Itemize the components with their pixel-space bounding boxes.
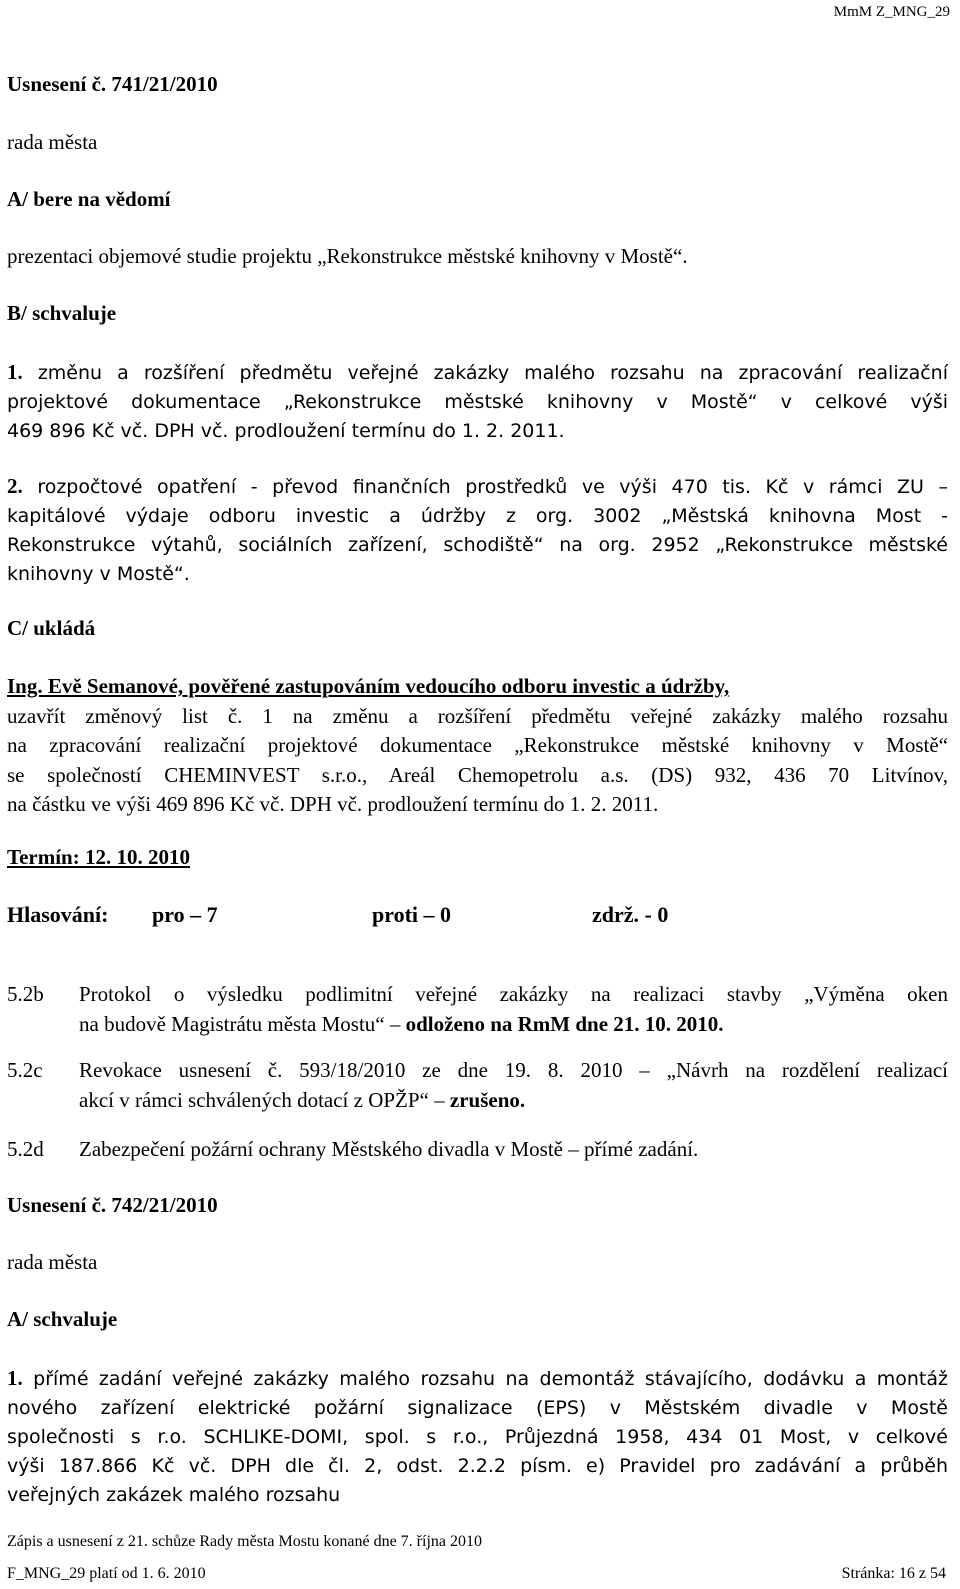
item-1-line xyxy=(7,358,948,388)
agenda-item xyxy=(79,980,948,1039)
agenda-item-status: zrušeno. xyxy=(449,1087,526,1112)
section-c-line: na částku ve výši 469 896 Kč vč. DPH vč. prodloužení termínu do 1. 2. 2011. xyxy=(7,792,659,816)
resolution-title: Usnesení č. 742/21/2010 xyxy=(7,1193,218,1217)
item-1 xyxy=(7,1364,948,1510)
item-2-line xyxy=(7,472,948,502)
section-b-title: B/ schvaluje xyxy=(7,301,117,325)
item-1 xyxy=(7,358,948,446)
deadline: Termín: 12. 10. 2010 xyxy=(7,845,190,869)
section-a-text: prezentaci objemové studie projektu „Rekonstrukce městské knihovny v Mostě“. xyxy=(7,244,688,268)
section-c-line: uzavřít změnový list č. 1 na změnu a rozšíření předmětu veřejné zakázky malého rozsahu xyxy=(7,703,948,728)
agenda-item-line: Protokol o výsledku podlimitní veřejné zakázky na realizaci stavby „Výměna oken xyxy=(79,982,948,1006)
section-c-line: na zpracování realizační projektové dokumentace „Rekonstrukce městské knihovny v Mostě“ xyxy=(7,733,948,757)
section-a-title: A/ bere na vědomí xyxy=(7,187,171,211)
section-c-title: C/ ukládá xyxy=(7,616,96,640)
item-1-line: společnosti s r.o. SCHLIKE-DOMI, spol. s r.o., Průjezdná 1958, 434 01 Most, v celkové xyxy=(7,1426,948,1448)
item-1-text: přímé zadání veřejné zakázky malého rozsahu na demontáž stávajícího, dodávku a montáž xyxy=(33,1368,948,1390)
agenda-item-text: na budově Magistrátu města Mostu“ – xyxy=(79,1011,401,1036)
footer-page-number: Stránka: 16 z 54 xyxy=(841,1565,946,1582)
vote-abstain: zdrž. - 0 xyxy=(592,902,669,927)
agenda-item-line: Zabezpečení požární ochrany Městského divadla v Mostě – přímé zadání. xyxy=(79,1137,699,1161)
section-c-line: se společností CHEMINVEST s.r.o., Areál Chemopetrolu a.s. (DS) 932, 436 70 Litvínov, xyxy=(7,762,948,787)
item-number: 1. xyxy=(7,1366,23,1390)
item-number: 2. xyxy=(7,474,23,498)
agenda-item-text: akcí v rámci schválených dotací z OPŽP“ – xyxy=(79,1087,445,1112)
section-c-text xyxy=(7,672,948,820)
item-number: 1. xyxy=(7,360,23,384)
agenda-item-line: Revokace usnesení č. 593/18/2010 ze dne 19. 8. 2010 – „Návrh na rozdělení realizací xyxy=(79,1058,948,1082)
item-2-line: Rekonstrukce výtahů, sociálních zařízení, schodiště“ na org. 2952 „Rekonstrukce městské xyxy=(7,534,948,556)
vote-label: Hlasování: xyxy=(7,902,109,927)
item-1-line: výši 187.866 Kč vč. DPH dle čl. 2, odst. 2.2.2 písm. e) Pravidel pro zadávání a průběh xyxy=(7,1455,948,1477)
agenda-item xyxy=(79,1056,948,1115)
item-1-line: veřejných zakázek malého rozsahu xyxy=(7,1484,341,1506)
item-1-line: 469 896 Kč vč. DPH vč. prodloužení termínu do 1. 2. 2011. xyxy=(7,420,565,442)
resolution-title: Usnesení č. 741/21/2010 xyxy=(7,72,218,96)
agenda-item-line xyxy=(79,1010,948,1040)
agenda-item-number: 5.2c xyxy=(7,1058,43,1082)
agenda-item-number: 5.2b xyxy=(7,982,44,1006)
item-2-text: rozpočtové opatření - převod finančních prostředků ve výši 470 tis. Kč v rámci ZU – xyxy=(37,476,948,498)
agenda-item-line xyxy=(79,1086,948,1116)
footer-meeting: Zápis a usnesení z 21. schůze Rady města Mostu konané dne 7. října 2010 xyxy=(7,1533,482,1550)
vote-pro: pro – 7 xyxy=(152,902,218,927)
footer-validity: F_MNG_29 platí od 1. 6. 2010 xyxy=(7,1565,206,1582)
item-1-line: nového zařízení elektrické požární signalizace (EPS) v Městském divadle v Mostě xyxy=(7,1397,948,1419)
item-1-text: změnu a rozšíření předmětu veřejné zakázky malého rozsahu na zpracování realizační xyxy=(37,362,948,384)
section-a-title: A/ schvaluje xyxy=(7,1307,118,1331)
vote-proti: proti – 0 xyxy=(372,902,452,927)
item-2 xyxy=(7,472,948,589)
agenda-item-status: odloženo na RmM dne 21. 10. 2010. xyxy=(405,1011,724,1036)
item-1-line: projektové dokumentace „Rekonstrukce městské knihovny v Mostě“ v celkové výši xyxy=(7,391,948,413)
resolution-body: rada města xyxy=(7,130,98,154)
vote-row xyxy=(7,902,947,932)
item-2-line: kapitálové výdaje odboru investic a údržby z org. 3002 „Městská knihovna Most - xyxy=(7,505,948,527)
document-code: MmM Z_MNG_29 xyxy=(833,4,950,20)
agenda-item-number: 5.2d xyxy=(7,1137,44,1161)
item-2-line: knihovny v Mostě“. xyxy=(7,563,190,585)
resolution-body: rada města xyxy=(7,1250,98,1274)
item-1-line xyxy=(7,1364,948,1394)
assignee: Ing. Evě Semanové, pověřené zastupováním vedoucího odboru investic a údržby, xyxy=(7,674,730,698)
